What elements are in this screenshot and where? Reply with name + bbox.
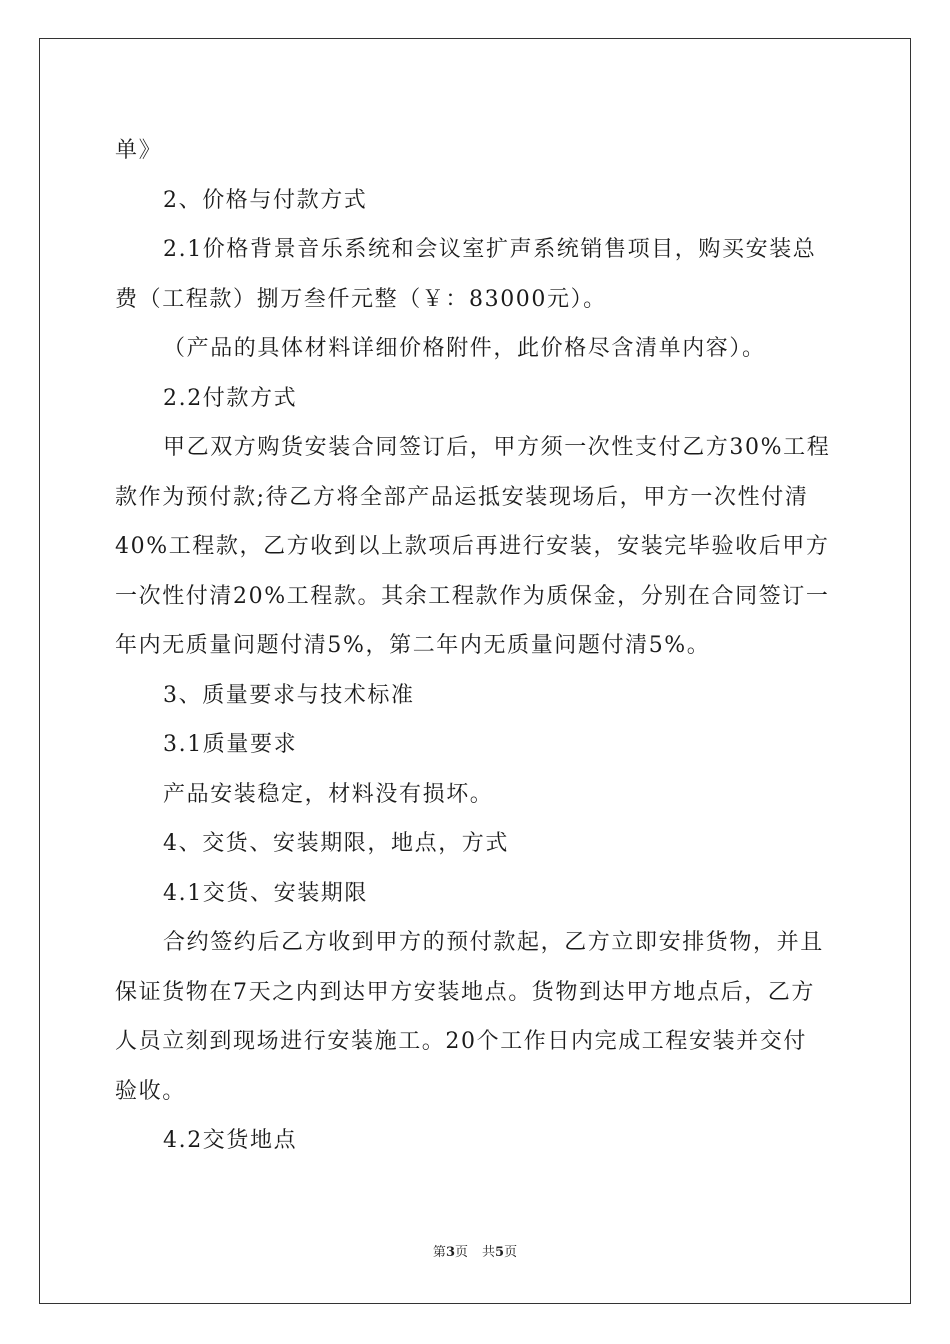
text-line: 40%工程款，乙方收到以上款项后再进行安装，安装完毕验收后甲方 bbox=[115, 534, 830, 559]
page-prefix: 第 bbox=[432, 1245, 446, 1260]
subsection-heading: 4.1交货、安装期限 bbox=[163, 880, 368, 906]
page-suffix: 页 bbox=[454, 1245, 468, 1260]
subsection-heading: 3.1质量要求 bbox=[163, 732, 298, 757]
text-line: 单》 bbox=[115, 138, 163, 163]
total-prefix: 共 bbox=[482, 1245, 496, 1260]
section-heading: 2、价格与付款方式 bbox=[163, 187, 368, 213]
text-line: 年内无质量问题付清5%，第二年内无质量问题付清5%。 bbox=[115, 633, 711, 658]
page-total: 5 bbox=[495, 1245, 505, 1260]
subsection-heading: 4.2交货地点 bbox=[163, 1128, 298, 1153]
text-line: 保证货物在7天之内到达甲方安装地点。货物到达甲方地点后，乙方 bbox=[115, 979, 815, 1005]
text-line: 甲乙双方购货安装合同签订后，甲方须一次性支付乙方30%工程 bbox=[163, 435, 831, 460]
text-line: 人员立刻到现场进行安装施工。20个工作日内完成工程安装并交付 bbox=[115, 1029, 807, 1054]
total-suffix: 页 bbox=[504, 1245, 518, 1260]
text-line: （产品的具体材料详细价格附件，此价格尽含清单内容）。 bbox=[163, 336, 766, 361]
text-line: 验收。 bbox=[115, 1078, 186, 1104]
subsection-heading: 2.2付款方式 bbox=[163, 385, 298, 411]
page-current: 3 bbox=[445, 1245, 455, 1260]
page-footer bbox=[0, 1244, 950, 1262]
text-line: 合约签约后乙方收到甲方的预付款起，乙方立即安排货物，并且 bbox=[163, 930, 824, 955]
document-body bbox=[115, 126, 835, 1166]
section-heading: 4、交货、安装期限，地点，方式 bbox=[163, 831, 509, 856]
text-line: 一次性付清20%工程款。其余工程款作为质保金，分别在合同签订一 bbox=[115, 583, 830, 609]
text-line: 费（工程款）捌万叁仟元整（￥：83000元）。 bbox=[115, 286, 607, 312]
text-line: 2.1价格背景音乐系统和会议室扩声系统销售项目，购买安装总 bbox=[163, 237, 817, 262]
section-heading: 3、质量要求与技术标准 bbox=[163, 682, 415, 708]
text-line: 款作为预付款;待乙方将全部产品运抵安装现场后，甲方一次性付清 bbox=[115, 484, 809, 510]
text-line: 产品安装稳定，材料没有损坏。 bbox=[163, 781, 494, 807]
